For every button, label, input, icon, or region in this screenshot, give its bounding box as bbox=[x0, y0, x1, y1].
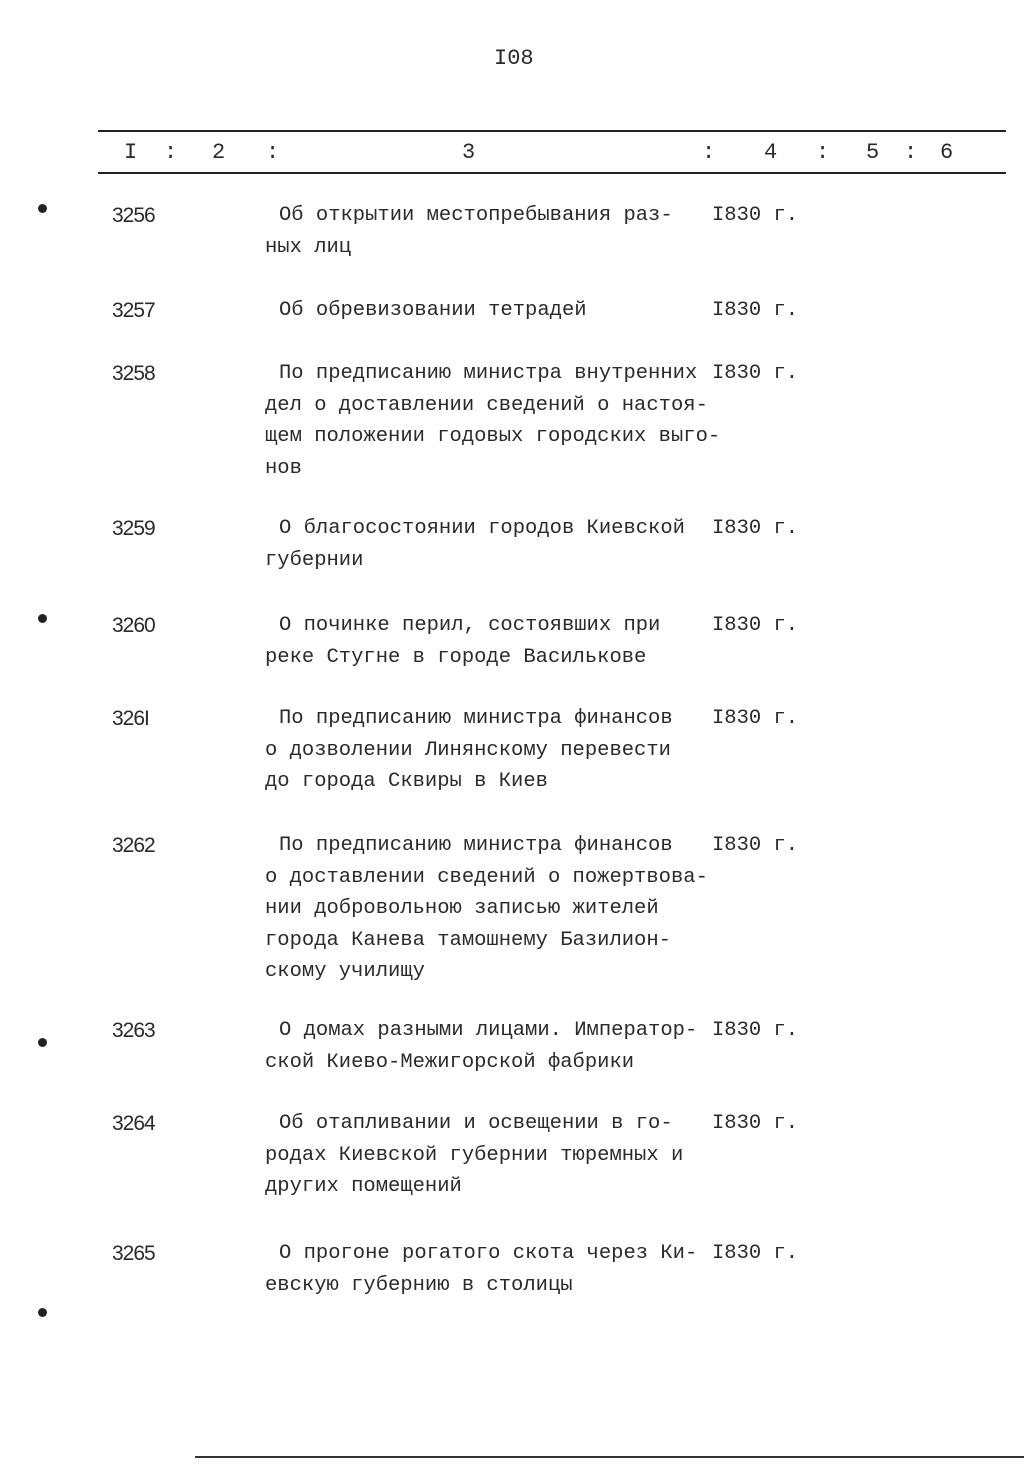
bottom-edge-rule bbox=[195, 1456, 1024, 1458]
description-line: О благосостоянии городов Киевской bbox=[279, 517, 685, 540]
page-number: I08 bbox=[494, 46, 534, 71]
description-line: скому училищу bbox=[265, 960, 425, 983]
description-line: о дозволении Линянскому перевести bbox=[265, 738, 671, 762]
item-year: I830 г. bbox=[712, 362, 799, 385]
item-year: I830 г. bbox=[712, 707, 799, 730]
column-separator: : bbox=[266, 140, 280, 165]
description-line: нов bbox=[265, 456, 302, 480]
punch-hole-mark bbox=[38, 614, 47, 623]
description-line: дел о доставлении сведений о настоя- bbox=[265, 393, 708, 417]
item-year: I830 г. bbox=[712, 1112, 799, 1135]
column-separator: : bbox=[904, 140, 918, 165]
item-year: I830 г. bbox=[712, 834, 799, 857]
description-line: По предписанию министра финансов bbox=[279, 834, 673, 857]
description-line: По предписанию министра финансов bbox=[279, 707, 673, 730]
item-number: 3258 bbox=[112, 362, 155, 385]
description-line: Об обревизовании тетрадей bbox=[279, 299, 587, 322]
item-description bbox=[265, 200, 673, 263]
punch-hole-mark bbox=[38, 1038, 47, 1047]
item-year: I830 г. bbox=[712, 614, 799, 637]
description-line: О прогоне рогатого скота через Ки- bbox=[279, 1242, 698, 1265]
item-year: I830 г. bbox=[712, 299, 799, 322]
column-header-6: 6 bbox=[940, 140, 954, 165]
column-header-3: 3 bbox=[462, 140, 476, 165]
item-year: I830 г. bbox=[712, 517, 799, 540]
item-number: 3260 bbox=[112, 614, 155, 637]
item-description bbox=[265, 1238, 697, 1301]
item-number: 3256 bbox=[112, 204, 155, 227]
item-description bbox=[265, 1015, 697, 1078]
item-number: 3265 bbox=[112, 1242, 155, 1265]
column-header-5: 5 bbox=[866, 140, 880, 165]
column-separator: : bbox=[164, 140, 178, 165]
description-line: По предписанию министра внутренних bbox=[279, 362, 698, 385]
column-separator: : bbox=[702, 140, 716, 165]
description-line: щем положении годовых городских выго- bbox=[265, 425, 721, 448]
description-line: О домах разными лицами. Император- bbox=[279, 1019, 698, 1042]
item-description bbox=[265, 513, 685, 576]
item-description bbox=[265, 830, 708, 988]
punch-hole-mark bbox=[38, 1308, 47, 1317]
description-line: О починке перил, состоявших при bbox=[279, 614, 661, 637]
item-year: I830 г. bbox=[712, 1242, 799, 1265]
description-line: города Канева тамошнему Базилион- bbox=[265, 928, 671, 952]
description-line: губернии bbox=[265, 548, 364, 572]
column-header-2: 2 bbox=[212, 140, 226, 165]
description-line: других помещений bbox=[265, 1175, 462, 1198]
item-number: 326I bbox=[112, 707, 149, 730]
column-header-4: 4 bbox=[764, 140, 778, 165]
description-line: Об открытии местопребывания раз- bbox=[279, 204, 673, 227]
description-line: реке Стугне в городе Василькове bbox=[265, 645, 647, 669]
item-description bbox=[265, 703, 673, 798]
description-line: ных лиц bbox=[265, 235, 352, 259]
header-top-rule bbox=[98, 130, 1006, 132]
column-separator: : bbox=[816, 140, 830, 165]
item-number: 3257 bbox=[112, 299, 155, 322]
item-number: 3264 bbox=[112, 1112, 155, 1135]
description-line: нии добровольною записью жителей bbox=[265, 897, 659, 920]
column-header-1: I bbox=[124, 140, 138, 165]
description-line: до города Сквиры в Киев bbox=[265, 770, 548, 793]
item-description bbox=[265, 610, 660, 673]
item-description bbox=[265, 1108, 683, 1203]
item-year: I830 г. bbox=[712, 1019, 799, 1042]
description-line: о доставлении сведений о пожертвова- bbox=[265, 865, 708, 889]
description-line: родах Киевской губернии тюремных и bbox=[265, 1143, 684, 1167]
description-line: ской Киево-Межигорской фабрики bbox=[265, 1050, 635, 1074]
description-line: евскую губернию в столицы bbox=[265, 1273, 573, 1297]
description-line: Об отапливании и освещении в го- bbox=[279, 1112, 673, 1135]
item-number: 3259 bbox=[112, 517, 155, 540]
header-bottom-rule bbox=[98, 172, 1006, 174]
item-number: 3263 bbox=[112, 1019, 155, 1042]
item-year: I830 г. bbox=[712, 204, 799, 227]
item-number: 3262 bbox=[112, 834, 155, 857]
item-description bbox=[265, 295, 587, 327]
punch-hole-mark bbox=[38, 204, 47, 213]
item-description bbox=[265, 358, 720, 484]
